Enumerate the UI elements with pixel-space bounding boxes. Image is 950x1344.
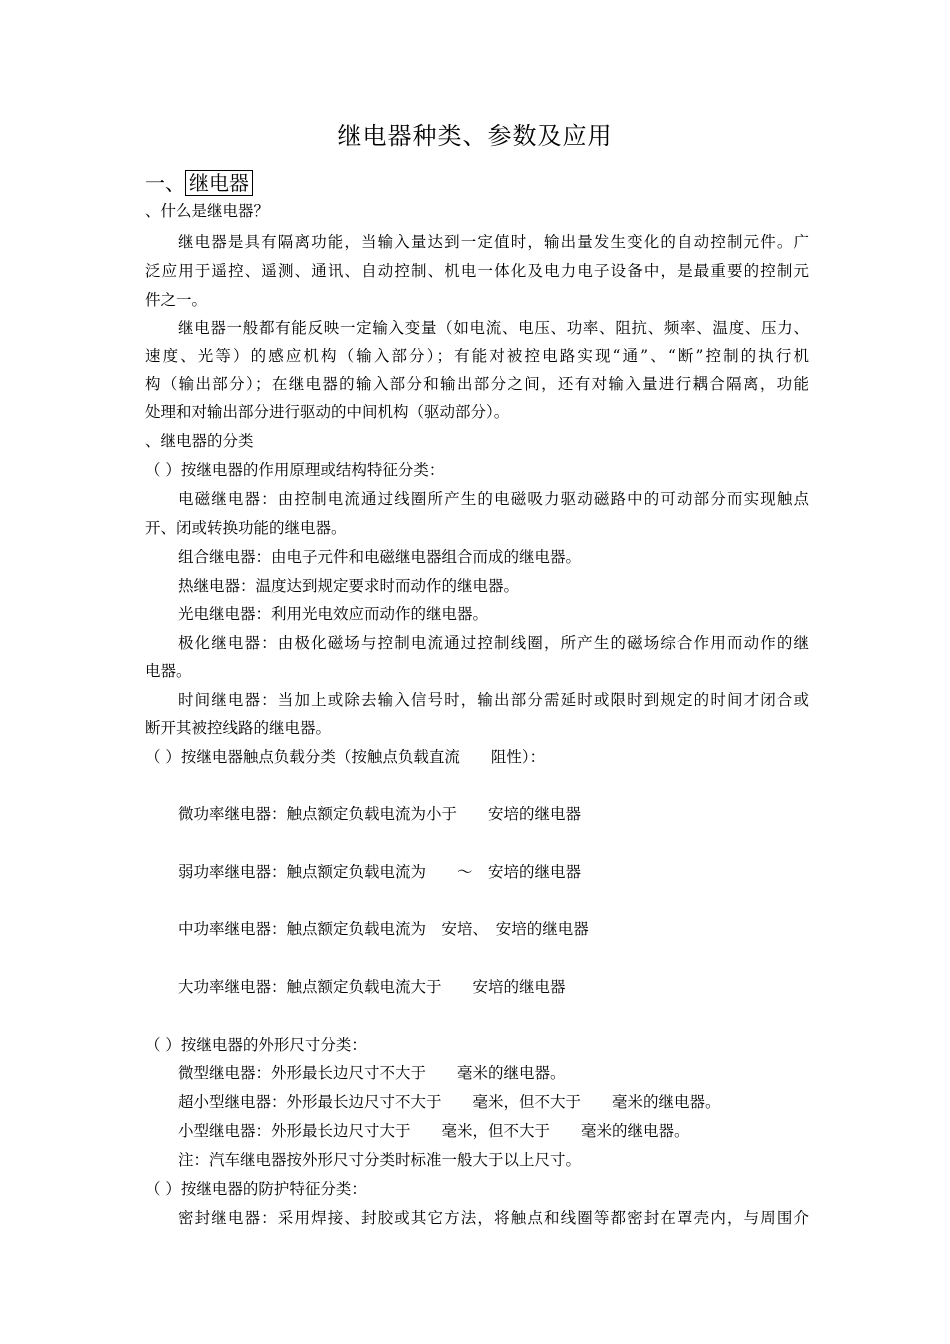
paragraph-line: 构（输出部分）；在继电器的输入部分和输出部分之间，还有对输入量进行耦合隔离，功能 — [145, 375, 809, 393]
list-item: 电器。 — [145, 662, 192, 680]
list-item: 中功率继电器：触点额定负载电流为 安培、 安培的继电器 — [178, 920, 589, 938]
section-number: 一、 — [145, 171, 185, 195]
paragraph-line: 速度、光等）的感应机构（输入部分）；有能对被控电路实现“通”、“断”控制的执行机 — [145, 347, 809, 365]
list-item: 热继电器：温度达到规定要求时而动作的继电器。 — [178, 577, 520, 595]
list-item: 组合继电器：由电子元件和电磁继电器组合而成的继电器。 — [178, 548, 582, 566]
category-heading: （ ）按继电器的作用原理或结构特征分类： — [145, 461, 445, 479]
list-item: 开、闭或转换功能的继电器。 — [145, 519, 347, 537]
note-line: 注：汽车继电器按外形尺寸分类时标准一般大于以上尺寸。 — [178, 1151, 582, 1169]
section-heading — [145, 167, 253, 196]
list-item: 极化继电器：由极化磁场与控制电流通过控制线圈，所产生的磁场综合作用而动作的继 — [178, 634, 809, 652]
paragraph-line: 继电器是具有隔离功能，当输入量达到一定值时，输出量发生变化的自动控制元件。广 — [178, 233, 809, 251]
list-item: 电磁继电器：由控制电流通过线圈所产生的电磁吸力驱动磁路中的可动部分而实现触点 — [178, 490, 809, 508]
paragraph-line: 继电器一般都有能反映一定输入变量（如电流、电压、功率、阻抗、频率、温度、压力、 — [178, 319, 809, 337]
list-item: 小型继电器：外形最长边尺寸大于 毫米，但不大于 毫米的继电器。 — [178, 1122, 690, 1140]
list-item: 微功率继电器：触点额定负载电流为小于 安培的继电器 — [178, 805, 582, 823]
list-item: 光电继电器：利用光电效应而动作的继电器。 — [178, 605, 489, 623]
list-item: 微型继电器：外形最长边尺寸不大于 毫米的继电器。 — [178, 1064, 566, 1082]
list-item: 超小型继电器：外形最长边尺寸不大于 毫米，但不大于 毫米的继电器。 — [178, 1093, 721, 1111]
list-item: 大功率继电器：触点额定负载电流大于 安培的继电器 — [178, 978, 566, 996]
category-heading: （ ）按继电器的防护特征分类： — [145, 1180, 367, 1198]
category-heading: （ ）按继电器触点负载分类（按触点负载直流 阻性）： — [145, 748, 546, 766]
section-heading-boxed: 继电器 — [185, 170, 253, 196]
list-item: 时间继电器：当加上或除去输入信号时，输出部分需延时或限时到规定的时间才闭合或 — [178, 691, 809, 709]
document-title: 继电器种类、参数及应用 — [337, 122, 613, 150]
subheading-what-is-relay: 、什么是继电器？ — [145, 202, 270, 220]
category-heading: （ ）按继电器的外形尺寸分类： — [145, 1036, 367, 1054]
subheading-classification: 、继电器的分类 — [145, 432, 254, 450]
list-item: 密封继电器：采用焊接、封胶或其它方法，将触点和线圈等都密封在罩壳内，与周围介 — [178, 1209, 809, 1227]
list-item: 断开其被控线路的继电器。 — [145, 719, 332, 737]
paragraph-line: 件之一。 — [145, 291, 208, 309]
list-item: 弱功率继电器：触点额定负载电流为 ～ 安培的继电器 — [178, 863, 582, 881]
paragraph-line: 处理和对输出部分进行驱动的中间机构（驱动部分）。 — [145, 403, 510, 421]
paragraph-line: 泛应用于遥控、遥测、通讯、自动控制、机电一体化及电力电子设备中，是最重要的控制元 — [145, 262, 809, 280]
